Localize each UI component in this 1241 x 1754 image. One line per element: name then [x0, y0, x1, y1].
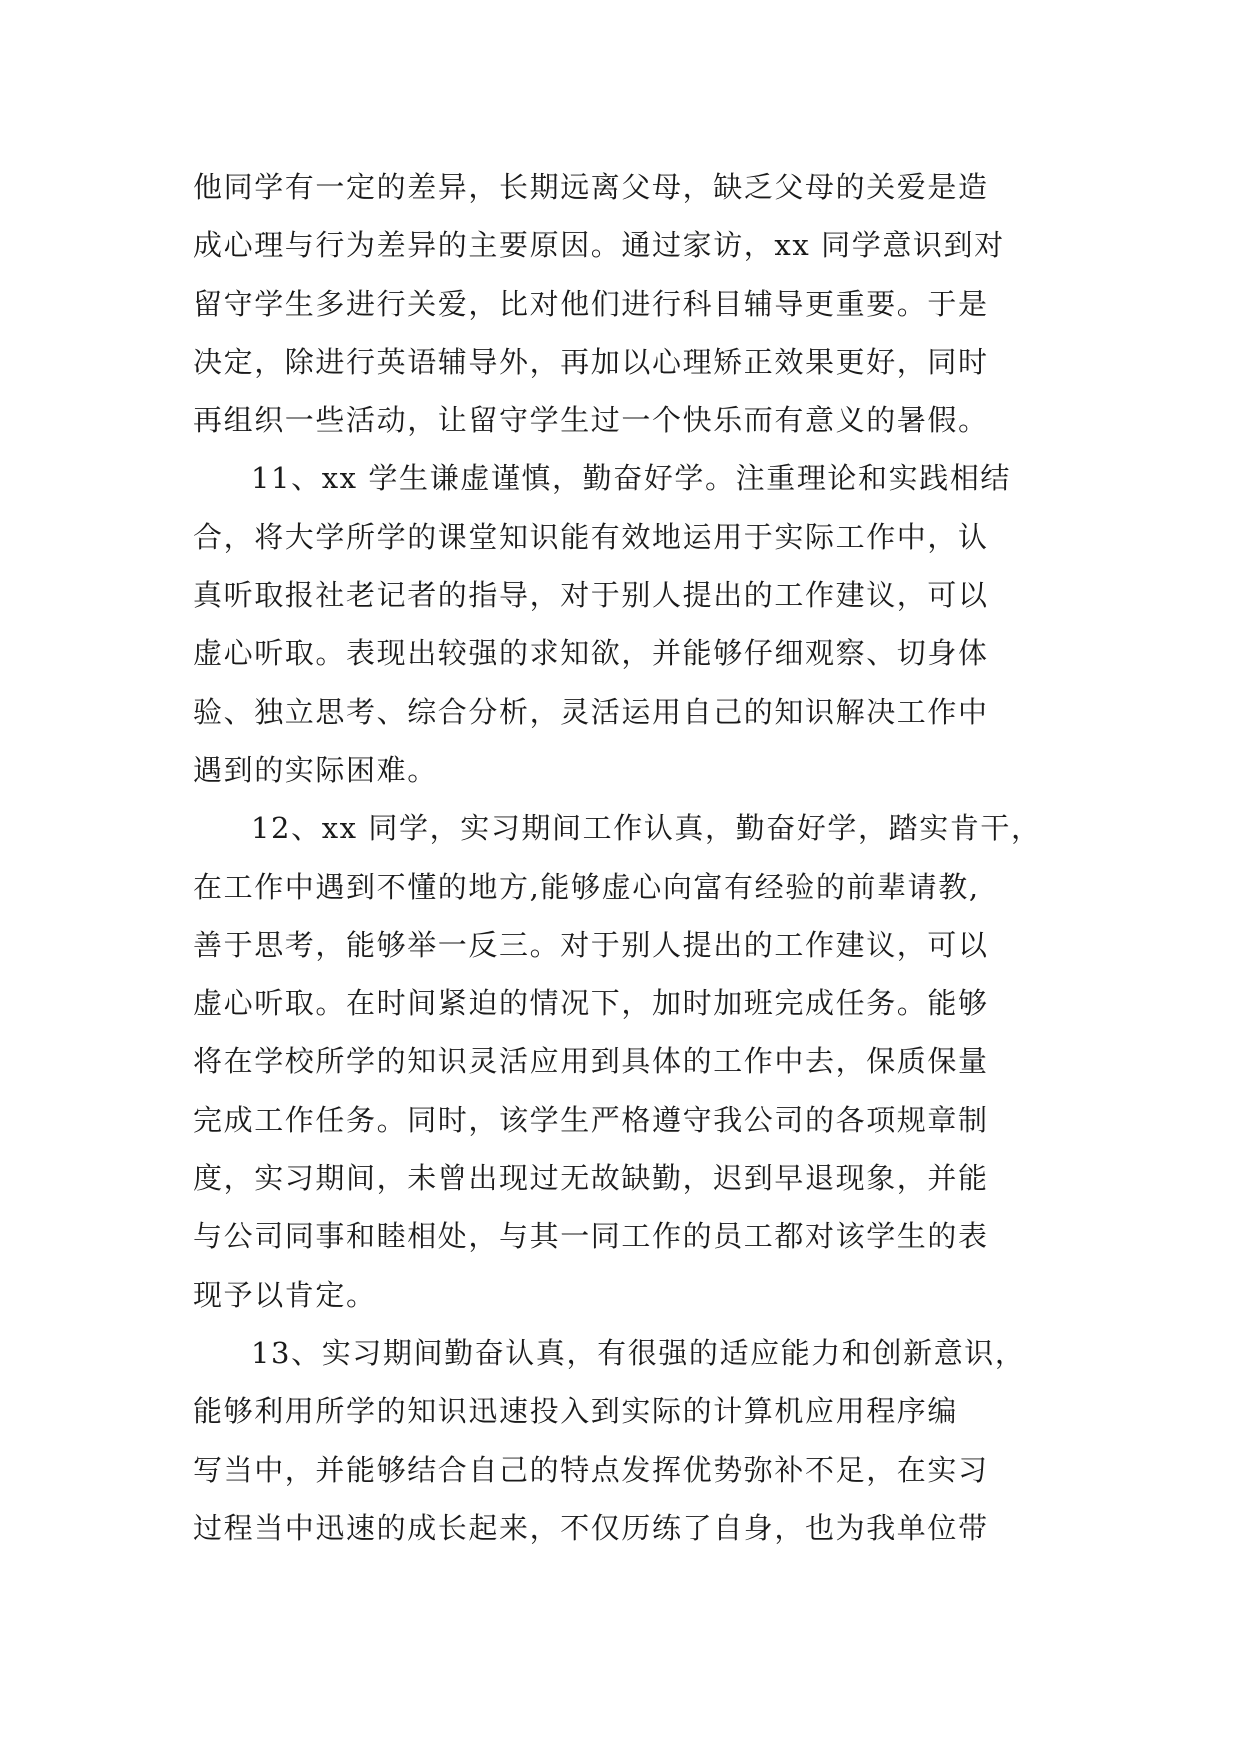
text-line: 13、实习期间勤奋认真，有很强的适应能力和创新意识， — [251, 1335, 1026, 1370]
text-line: 在工作中遇到不懂的地方,能够虚心向富有经验的前辈请教, — [193, 869, 980, 904]
text-line: 11、xx 学生谦虚谨慎，勤奋好学。注重理论和实践相结 — [251, 461, 1012, 496]
document-body — [193, 158, 1053, 1557]
paragraph-continued — [193, 158, 1053, 449]
text-line: 过程当中迅速的成长起来，不仅历练了自身，也为我单位带 — [193, 1510, 989, 1545]
text-line: 现予以肯定。 — [193, 1277, 377, 1312]
paragraph-12 — [193, 799, 1053, 1324]
text-line: 成心理与行为差异的主要原因。通过家访，xx 同学意识到对 — [193, 228, 1005, 263]
text-line: 善于思考，能够举一反三。对于别人提出的工作建议，可以 — [193, 927, 989, 962]
text-line: 写当中，并能够结合自己的特点发挥优势弥补不足，在实习 — [193, 1452, 989, 1487]
text-line: 与公司同事和睦相处，与其一同工作的员工都对该学生的表 — [193, 1219, 989, 1254]
text-line: 完成工作任务。同时，该学生严格遵守我公司的各项规章制 — [193, 1102, 989, 1137]
text-line: 再组织一些活动，让留守学生过一个快乐而有意义的暑假。 — [193, 403, 989, 438]
text-line: 留守学生多进行关爱，比对他们进行科目辅导更重要。于是 — [193, 286, 989, 321]
paragraph-11 — [193, 449, 1053, 799]
text-line: 真听取报社老记者的指导，对于别人提出的工作建议，可以 — [193, 578, 989, 613]
paragraph-13 — [193, 1324, 1053, 1557]
text-line: 度，实习期间，未曾出现过无故缺勤，迟到早退现象，并能 — [193, 1161, 989, 1196]
text-line: 虚心听取。在时间紧迫的情况下，加时加班完成任务。能够 — [193, 986, 989, 1021]
text-line: 12、xx 同学，实习期间工作认真，勤奋好学，踏实肯干， — [251, 811, 1042, 846]
text-line: 合，将大学所学的课堂知识能有效地运用于实际工作中，认 — [193, 519, 989, 554]
text-line: 能够利用所学的知识迅速投入到实际的计算机应用程序编 — [193, 1394, 959, 1429]
text-line: 他同学有一定的差异，长期远离父母，缺乏父母的关爱是造 — [193, 170, 989, 204]
text-line: 验、独立思考、综合分析，灵活运用自己的知识解决工作中 — [193, 694, 989, 729]
text-line: 将在学校所学的知识灵活应用到具体的工作中去，保质保量 — [193, 1044, 989, 1079]
text-line: 虚心听取。表现出较强的求知欲，并能够仔细观察、切身体 — [193, 636, 989, 671]
text-line: 决定，除进行英语辅导外，再加以心理矫正效果更好，同时 — [193, 344, 989, 379]
text-line: 遇到的实际困难。 — [193, 752, 438, 787]
